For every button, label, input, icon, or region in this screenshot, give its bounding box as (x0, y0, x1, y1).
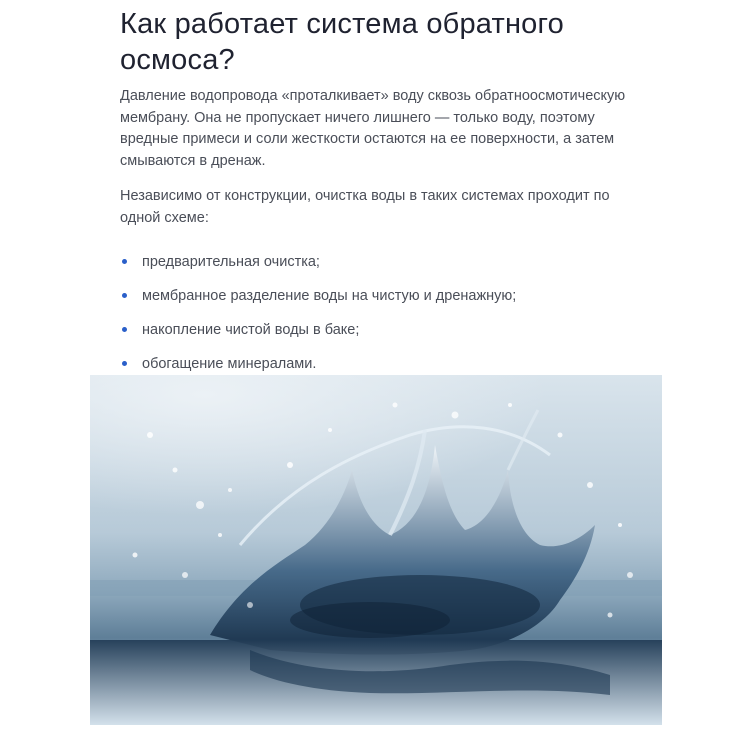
step-label: мембранное разделение воды на чистую и дренажную; (142, 288, 517, 304)
step-label: обогащение минералами. (142, 356, 317, 372)
bullet-icon (122, 361, 127, 366)
intro-paragraph: Давление водопровода «проталкивает» воду сквозь обратноосмотическую мембрану. Она не пропускает ничего лишнего — только воду, поэтому вредные примеси и соли жесткости остаются на ее поверхности, а затем смываются в дренаж. (120, 88, 626, 169)
list-item (120, 250, 640, 284)
scheme-paragraph: Независимо от конструкции, очистка воды в таких системах проходит по одной схеме: (120, 188, 610, 226)
step-label: предварительная очистка; (142, 254, 320, 270)
bullet-icon (122, 259, 127, 264)
bullet-icon (122, 327, 127, 332)
list-item (120, 318, 640, 352)
step-label: накопление чистой воды в баке; (142, 322, 360, 338)
water-splash-image (90, 375, 662, 725)
page-title: Как работает система обратного осмоса? (120, 8, 564, 76)
steps-list (120, 250, 640, 386)
bullet-icon (122, 293, 127, 298)
list-item (120, 284, 640, 318)
